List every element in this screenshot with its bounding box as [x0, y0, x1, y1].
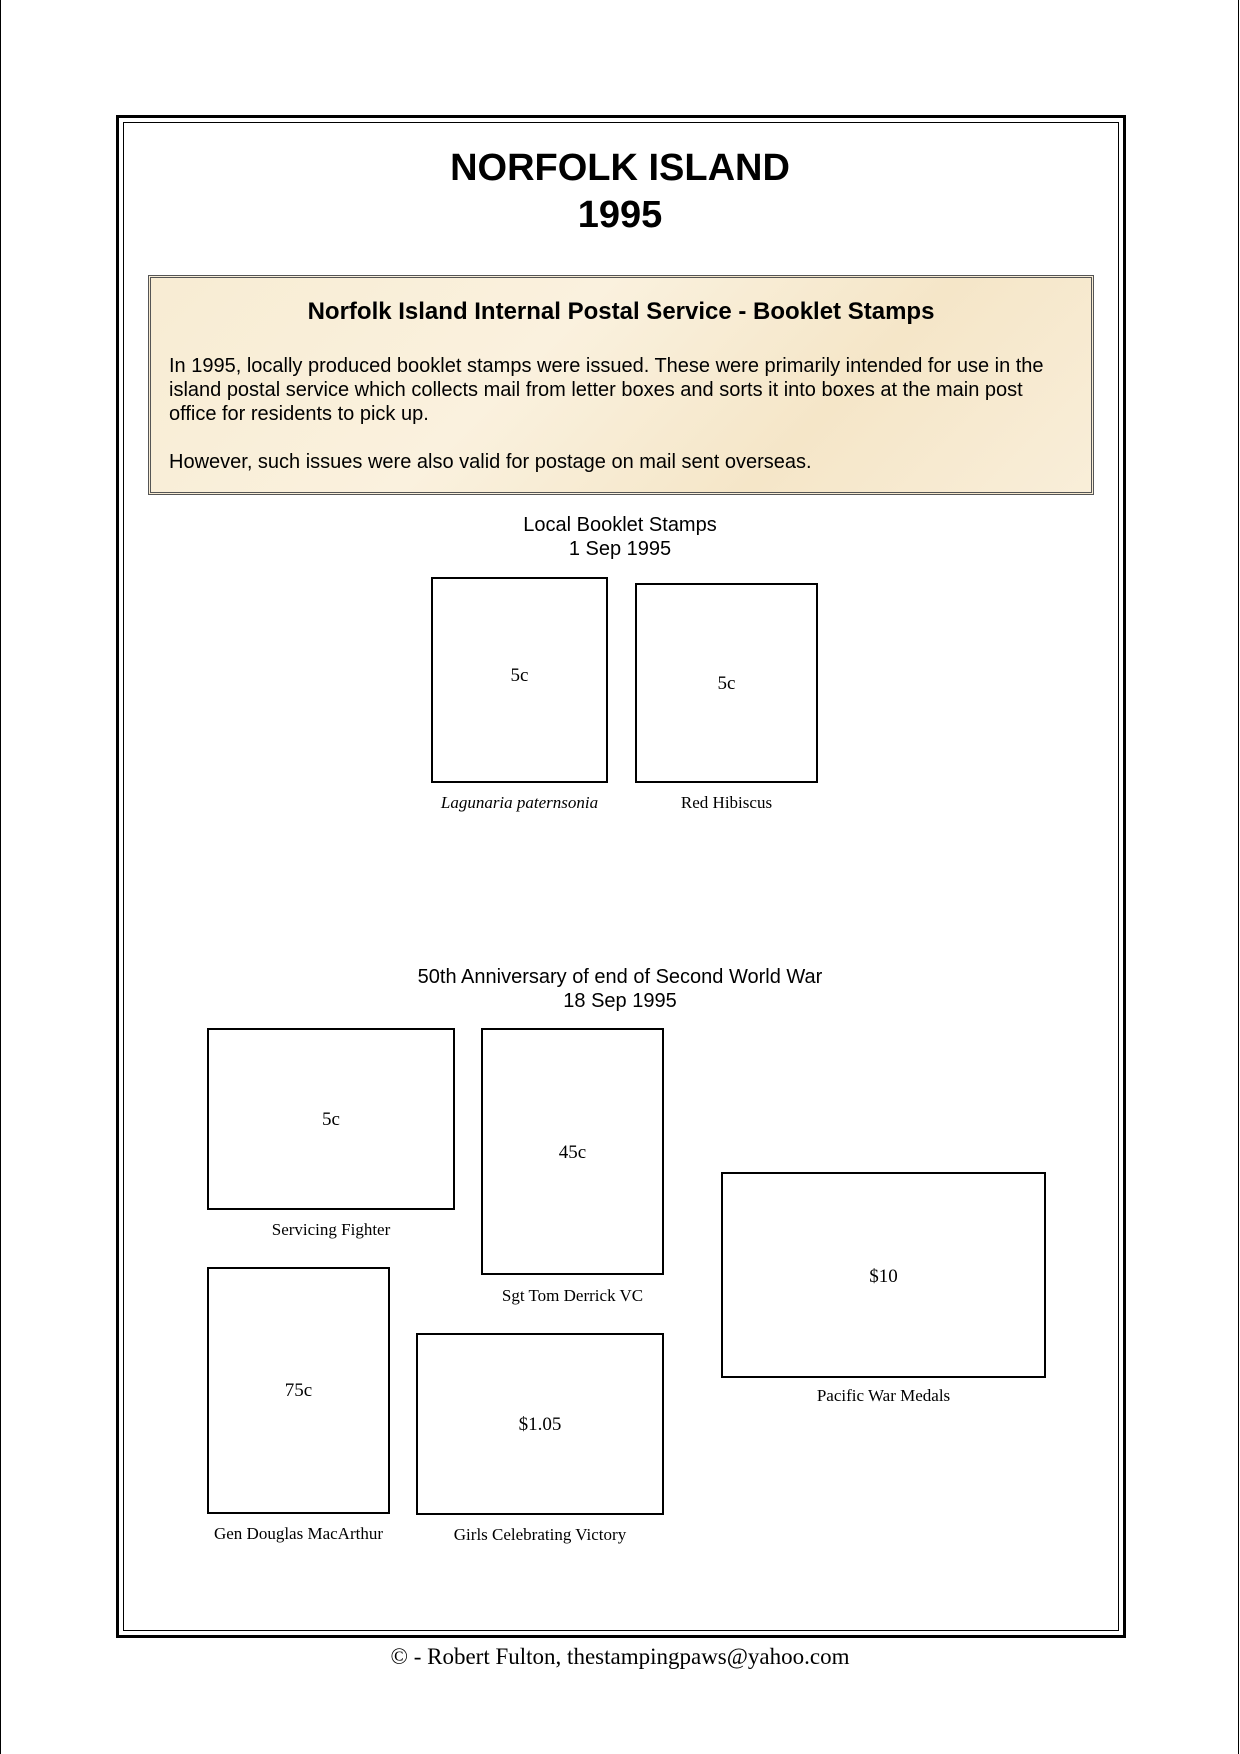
- stamp-caption: Red Hibiscus: [680, 793, 773, 812]
- stamp-value: 45c: [558, 1142, 587, 1163]
- set2-date: 18 Sep 1995: [563, 990, 677, 1012]
- stamp-caption: Pacific War Medals: [816, 1386, 951, 1405]
- set2-title: 50th Anniversary of end of Second World War: [417, 966, 823, 988]
- stamp-caption: Lagunaria paternsonia: [440, 793, 599, 812]
- footer-copyright: © - Robert Fulton, thestampingpaws@yahoo.com: [390, 1644, 850, 1669]
- stamp-box: [207, 1267, 390, 1514]
- page-year: 1995: [577, 194, 663, 236]
- page-title: NORFOLK ISLAND: [450, 147, 790, 189]
- stamp-value: $10: [869, 1266, 898, 1287]
- stamp-value: 5c: [510, 665, 529, 686]
- stamp-caption: Gen Douglas MacArthur: [213, 1524, 383, 1543]
- stamp-value: 5c: [717, 673, 736, 694]
- set1-title: Local Booklet Stamps: [523, 514, 717, 536]
- info-paragraph-1: In 1995, locally produced booklet stamps were issued. These were primarily intended for use in the island postal service which collects mail from letter boxes and sorts it into boxes at the main post office for residents to pick up.: [169, 355, 1044, 425]
- stamp-value: 5c: [322, 1109, 340, 1130]
- stamp-value: $1.05: [518, 1414, 562, 1435]
- stamp-caption: Girls Celebrating Victory: [453, 1525, 627, 1544]
- set1-date: 1 Sep 1995: [568, 538, 672, 560]
- stamp-box: [416, 1333, 664, 1515]
- stamp-caption: Servicing Fighter: [271, 1220, 391, 1239]
- stamp-box: [481, 1028, 664, 1275]
- info-panel: [148, 275, 1094, 495]
- stamp-value: 75c: [284, 1380, 313, 1401]
- stamp-box: [207, 1028, 455, 1210]
- info-paragraph-2: However, such issues were also valid for postage on mail sent overseas.: [169, 451, 812, 473]
- info-heading: Norfolk Island Internal Postal Service - Booklet Stamps: [307, 298, 935, 325]
- stamp-box: [721, 1172, 1046, 1378]
- stamp-caption: Sgt Tom Derrick VC: [501, 1286, 644, 1305]
- stamp-box: [431, 577, 608, 783]
- stamp-box: [635, 583, 818, 783]
